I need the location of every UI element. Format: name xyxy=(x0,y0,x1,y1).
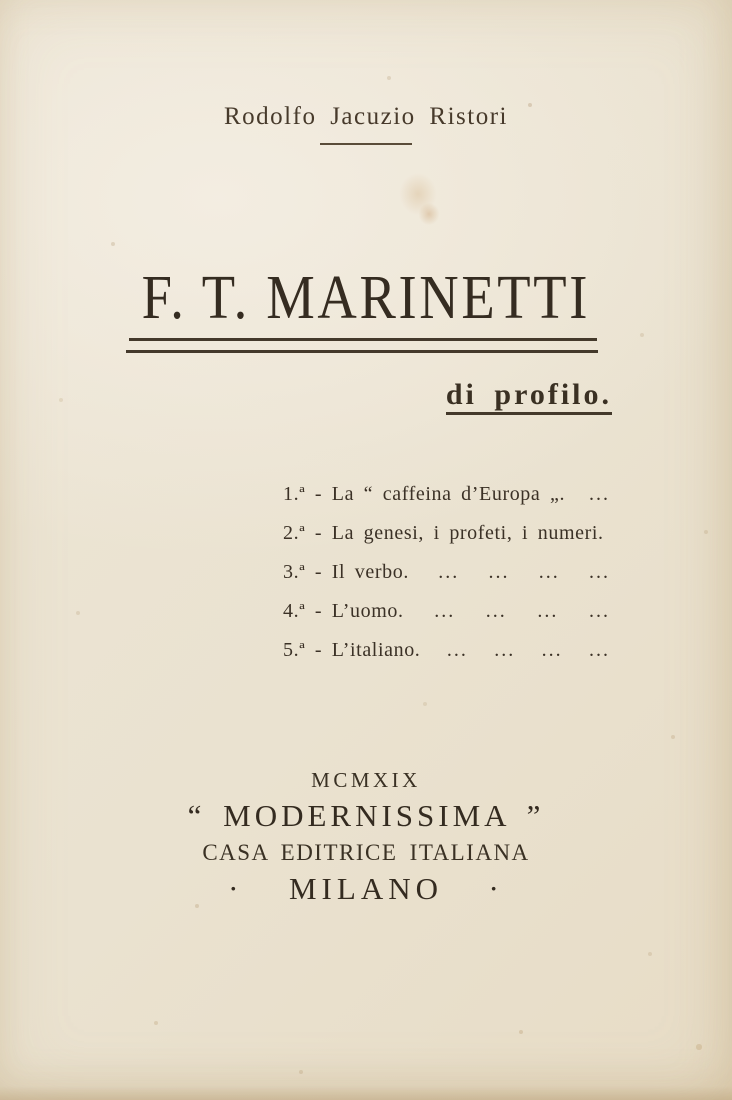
publisher-name: “ MODERNISSIMA ” xyxy=(187,798,545,833)
book-subtitle: di profilo. xyxy=(446,378,612,415)
imprint-block xyxy=(0,770,732,904)
toc-item-label: 1.ª - La “ caffeina d’Europa „. xyxy=(283,483,566,505)
book-title: F. T. MARINETTI xyxy=(141,264,591,332)
leader-dots: ... xyxy=(488,561,510,583)
title-block xyxy=(0,264,732,332)
toc-item-label: 3.ª - Il verbo. xyxy=(283,561,409,583)
leader-dots: ... xyxy=(589,639,611,661)
leader-dots: ... xyxy=(541,639,563,661)
toc-leaders xyxy=(565,484,610,505)
title-rule-top xyxy=(129,338,597,341)
paper-speckles xyxy=(0,0,2,2)
toc-item-label: 4.ª - L’uomo. xyxy=(283,600,404,622)
toc-item xyxy=(283,523,610,544)
title-rule-bottom xyxy=(126,350,598,353)
publisher-city: · MILANO · xyxy=(228,871,504,906)
leader-dots: ... xyxy=(446,639,468,661)
leader-dots: ... xyxy=(485,600,507,622)
author-rule xyxy=(320,143,412,145)
title-double-rule xyxy=(127,338,597,353)
leader-dots: ... xyxy=(494,639,516,661)
author-block xyxy=(0,103,732,145)
toc-item-label: 2.ª - La genesi, i profeti, i numeri. xyxy=(283,522,604,544)
toc-leaders xyxy=(409,562,610,583)
leader-dots: ... xyxy=(438,561,460,583)
leader-dots: ... xyxy=(538,561,560,583)
foxing-stain xyxy=(414,198,444,230)
toc-leaders xyxy=(420,640,610,661)
publisher-descriptor: CASA EDITRICE ITALIANA xyxy=(202,840,530,865)
toc-leaders xyxy=(404,601,610,622)
toc-item xyxy=(283,601,610,622)
leader-dots: ... xyxy=(589,600,611,622)
toc-item-label: 5.ª - L’italiano. xyxy=(283,639,421,661)
toc-item xyxy=(283,640,610,661)
imprint-year: MCMXIX xyxy=(311,768,421,792)
leader-dots: ... xyxy=(589,561,610,583)
toc-item xyxy=(283,484,610,505)
toc-item xyxy=(283,562,610,583)
table-of-contents xyxy=(283,484,610,679)
subtitle-block xyxy=(446,378,612,415)
author-name: Rodolfo Jacuzio Ristori xyxy=(224,103,508,130)
leader-dots: ... xyxy=(589,483,610,505)
leader-dots: ... xyxy=(537,600,559,622)
leader-dots: ... xyxy=(434,600,456,622)
